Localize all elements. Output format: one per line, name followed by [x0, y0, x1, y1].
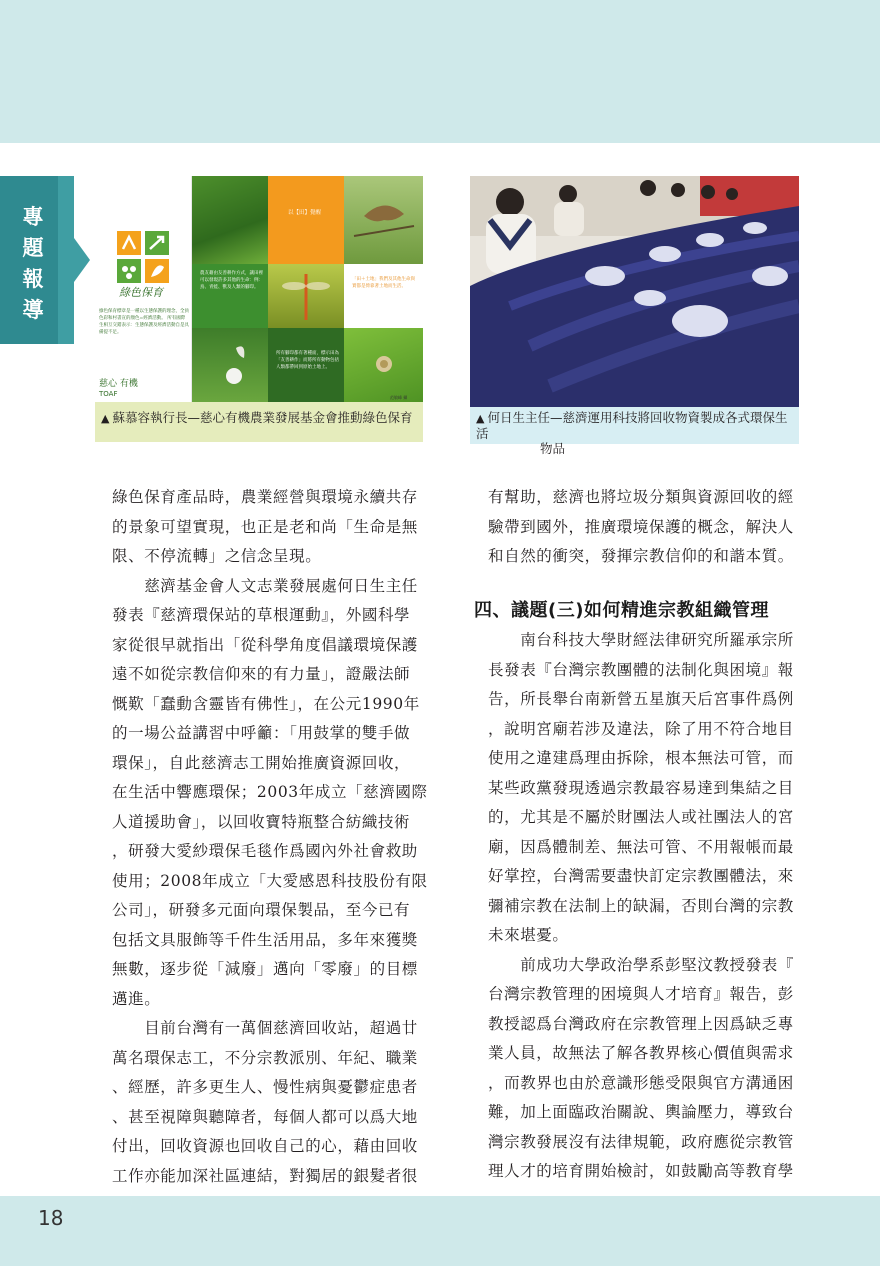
blanket-factory-photo [470, 176, 799, 407]
snail-leaf-tile: 范敏峰 攝 [344, 328, 423, 402]
right-text-column [488, 626, 802, 1187]
text-line: 和自然的衝突，發揮宗教信仰的和諧本質。 [488, 547, 794, 565]
text-line: 告，所長舉台南新營五星旗天后宮事件爲例 [488, 690, 794, 708]
caption-triangle-icon: ▲ [101, 412, 110, 425]
text-line: 彌補宗教在法制上的缺漏，否則台灣的宗教 [488, 896, 794, 915]
text-line: 發表『慈濟環保站的草根運動』，外國科學 [112, 606, 411, 624]
text-line: 包括文具服飾等千件生活用品，多年來獲獎 [112, 930, 418, 949]
text-line: ，說明宮廟若涉及違法，除了用不符合地目 [488, 719, 794, 738]
caption-triangle-icon: ▲ [476, 412, 485, 425]
text-line: 目前台灣有一萬個慈濟回收站，超過廿 [112, 1019, 418, 1037]
text-line: 業人員，故無法了解各教界核心價值與需求 [488, 1044, 794, 1062]
text-line: 付出，回收資源也回收自己的心，藉由回收 [112, 1137, 418, 1155]
white-text-tile: 「田＋土地」我們及其他生命與實都是倚靠著土地而生活。 [344, 264, 423, 328]
text-line: 使用之違建爲理由拆除，根本無法可管，而 [488, 749, 794, 767]
text-line: 難，加上面臨政治關說、輿論壓力，導致台 [488, 1103, 794, 1121]
section-heading: 四、議題(三)如何精進宗教組織管理 [474, 600, 769, 621]
page-number: 18 [38, 1206, 64, 1230]
toaf-logo: 慈心 有機 TOAF [99, 379, 138, 398]
text-line: 在生活中響應環保；2003年成立「慈濟國際 [112, 783, 428, 801]
text-line: 廟，因爲體制差、無法可管、不用報帳而最 [488, 837, 794, 856]
text-line: 家從很早就指出「從科學角度倡議環境保護 [112, 635, 418, 654]
logo-description: 綠色保育標章是一種以生態保護的理念，全員色彩和村書宣的顏色=經濟活動。 所有國際生相互交錯表示：生態保護及經濟活動自是具備提不足。 [99, 309, 189, 335]
header-band [0, 0, 880, 143]
footer-band [0, 1196, 880, 1266]
logo-text: 綠色保育 [119, 286, 163, 299]
text-line: 的景象可望實現，也正是老和尚「生命是無 [112, 517, 418, 536]
blanket-scene [470, 176, 799, 407]
text-line: 理人才的培育開始檢討，如鼓勵高等教育學 [488, 1162, 794, 1180]
text-line: 無數，逐步從「減廢」邁向「零廢」的目標 [112, 960, 418, 978]
green-text-tile: 農友藉由友善耕作方式，讓田裡可以發現許多其他的生命：例：鳥、青蛙、獸及人類的腳印。 [192, 264, 268, 328]
text-line: 某些政黨發現透過宗教最容易達到集結之目 [488, 778, 794, 797]
green-conservation-photo [95, 176, 423, 402]
text-line: 驗帶到國外，推廣環境保護的概念，解決人 [488, 517, 794, 536]
butterfly-flower-tile [192, 328, 268, 402]
text-line: 公司」，研發多元面向環保製品，至今已有 [112, 901, 411, 919]
text-line: 綠色保育產品時，農業經營與環境永續共存 [112, 488, 418, 506]
text-line: 、甚至視障與聽障者，每個人都可以爲大地 [112, 1107, 418, 1126]
text-line: ，研發大愛紗環保毛毯作爲國內外社會救助 [112, 842, 418, 860]
text-line: 環保」，自此慈濟志工開始推廣資源回收， [112, 753, 411, 772]
text-line: 南台科技大學財經法律研究所羅承宗所 [488, 631, 794, 649]
section-tab [0, 176, 74, 344]
bird-tile [344, 176, 423, 264]
left-text-column [112, 483, 426, 1191]
dark-green-text-tile: 所有腳印都有著種面，標示田為「友善耕作」而將所有動物包括人類都帶回到原始土地上。 [268, 328, 344, 402]
poster-logo-panel [95, 176, 192, 402]
text-line: 萬名環保志工，不分宗教派別、年紀、職業 [112, 1048, 418, 1067]
text-line: 慈濟基金會人文志業發展處何日生主任 [112, 576, 418, 595]
text-line: 使用；2008年成立「大愛感恩科技股份有限 [112, 871, 428, 890]
rice-field-tile [192, 176, 268, 264]
text-line: 教授認爲台灣政府在宗教管理上因爲缺乏專 [488, 1014, 794, 1033]
green-conservation-logo [117, 231, 169, 283]
text-line: 限、不停流轉」之信念呈現。 [112, 547, 322, 565]
text-line: 的，尤其是不屬於財團法人或社團法人的宮 [488, 808, 794, 826]
text-line: 前成功大學政治學系彭堅汶教授發表『 [488, 955, 794, 974]
text-line: 有幫助，慈濟也將垃圾分類與資源回收的經 [488, 488, 794, 506]
section-label: 專題報導 [22, 205, 44, 322]
text-line: 遠不如從宗教信仰來的有力量」，證嚴法師 [112, 665, 411, 683]
text-line: 慨歎「蠢動含靈皆有佛性」，在公元1990年 [112, 694, 420, 713]
text-line: 未來堪憂。 [488, 926, 569, 944]
text-line: 人道援助會」，以回收寶特瓶整合紡織技術 [112, 812, 411, 831]
photo1-caption: ▲ 蘇慕容執行長—慈心有機農業發展基金會推動綠色保育 [95, 402, 423, 442]
photo2-caption: ▲ 何日生主任—慈濟運用科技將回收物資製成各式環保生活 物品 [470, 407, 799, 444]
orange-text-tile: 以【田】覺醒 [268, 176, 344, 264]
text-line: 台灣宗教管理的困境與人才培育』報告，彭 [488, 985, 794, 1003]
text-line: 長發表『台灣宗教團體的法制化與困境』報 [488, 660, 794, 679]
text-line: ，而教界也由於意識形態受限與官方溝通困 [488, 1073, 794, 1092]
text-line: 工作亦能加深社區連結，對獨居的銀髮者很 [112, 1166, 418, 1185]
right-text-column-top [488, 483, 802, 572]
dragonfly-tile [268, 264, 344, 328]
text-line: 的一場公益講習中呼籲：「用鼓掌的雙手做 [112, 724, 411, 742]
text-line: 邁進。 [112, 989, 161, 1008]
text-line: 灣宗教發展沒有法律規範，政府應從宗教管 [488, 1132, 794, 1151]
text-line: 好掌控，台灣需要盡快訂定宗教團體法，來 [488, 867, 794, 885]
text-line: 、經歷，許多更生人、慢性病與憂鬱症患者 [112, 1078, 418, 1096]
